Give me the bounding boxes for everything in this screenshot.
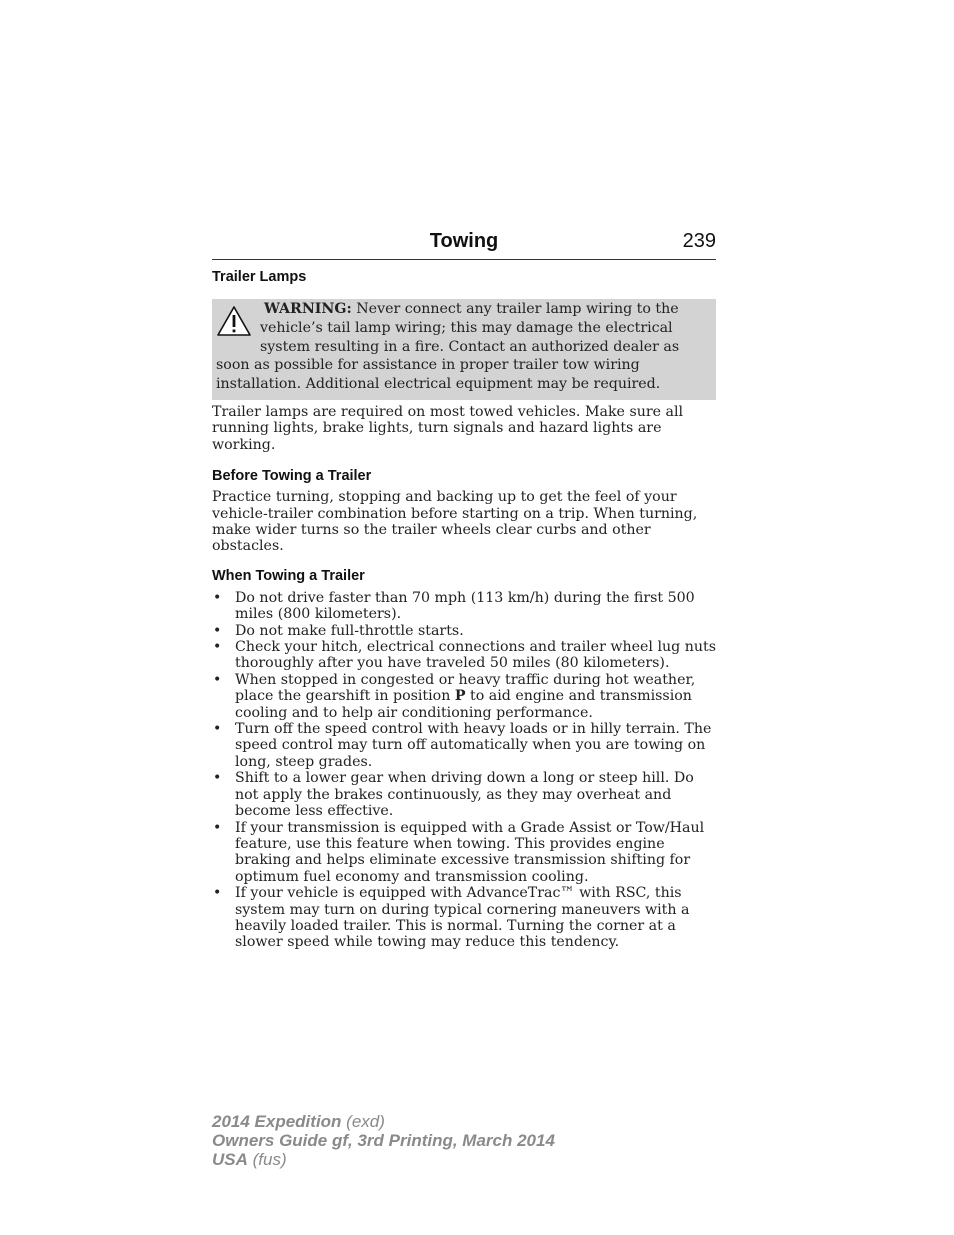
page-header — [212, 228, 716, 260]
bullet: • — [213, 770, 222, 787]
gear-position-p: P — [454, 688, 466, 705]
heading-when-towing: When Towing a Trailer — [212, 567, 365, 584]
page-footer — [212, 1112, 555, 1169]
bullet: • — [213, 721, 222, 738]
footer-line-1: 2014 Expedition (exd) — [212, 1112, 385, 1131]
warning-triangle-icon — [216, 305, 252, 338]
heading-before-towing: Before Towing a Trailer — [212, 468, 372, 485]
bullet: • — [213, 885, 222, 902]
bullet: • — [213, 819, 222, 836]
warning-label: WARNING: — [264, 301, 352, 317]
page-number: 239 — [682, 230, 716, 252]
warning-box — [212, 299, 716, 400]
before-towing-body: Practice turning, stopping and backing up to get the feel of your vehicle-trailer combination before starting on a trip. When turning, make wider turns so the trailer wheels clear curbs and other obstacles. — [212, 489, 698, 555]
trailer-lamps-body: Trailer lamps are required on most towed vehicles. Make sure all running lights, brake lights, turn signals and hazard lights are working. — [212, 403, 684, 453]
page-content — [212, 228, 716, 951]
footer-line-2: Owners Guide gf, 3rd Printing, March 2014 — [212, 1131, 555, 1150]
list-item: • If your vehicle is equipped with AdvanceTrac™ with RSC, this system may turn on during typical cornering maneuvers with a heavily loaded trailer. This is normal. Turning the corner at a slower speed while towing may reduce this tendency. — [213, 885, 690, 951]
list-item: • Shift to a lower gear when driving down a long or steep hill. Do not apply the brakes continuously, as they may overheat and become less effective. — [213, 770, 694, 820]
list-item: • If your transmission is equipped with a Grade Assist or Tow/Haul feature, use this feature when towing. This provides engine braking and helps eliminate excessive transmission shifting for optimum fuel economy and transmission cooling. — [213, 819, 705, 885]
list-item: • Turn off the speed control with heavy loads or in hilly terrain. The speed control may turn off automatically when you are towing on long, steep grades. — [213, 721, 712, 770]
list-item: • Check your hitch, electrical connections and trailer wheel lug nuts thoroughly after you have traveled 50 miles (80 kilometers). — [213, 639, 717, 672]
bullet: • — [213, 589, 222, 606]
list-item: • Do not drive faster than 70 mph (113 km/h) during the first 500 miles (800 kilometers). — [213, 589, 695, 623]
towing-tips-list — [212, 590, 716, 951]
footer-line-3: USA (fus) — [212, 1150, 287, 1169]
chapter-title: Towing — [429, 230, 499, 252]
bullet: • — [213, 622, 222, 639]
heading-trailer-lamps: Trailer Lamps — [212, 269, 307, 285]
warning-text: Never connect any trailer lamp wiring to the vehicle’s tail lamp wiring; this may damage the electrical system resulting in a fire. Contact an authorized dealer as soon as possible for assistance in proper trailer tow wiring installation. Additional electrical equipment may be required. — [216, 301, 680, 393]
list-item: • When stopped in congested or heavy traffic during hot weather, place the gearshift in position P to aid engine and transmission cooling and to help air conditioning performance. — [213, 671, 696, 721]
list-item: • Do not make full-throttle starts. — [213, 622, 464, 639]
bullet: • — [213, 671, 222, 688]
bullet: • — [213, 639, 222, 656]
